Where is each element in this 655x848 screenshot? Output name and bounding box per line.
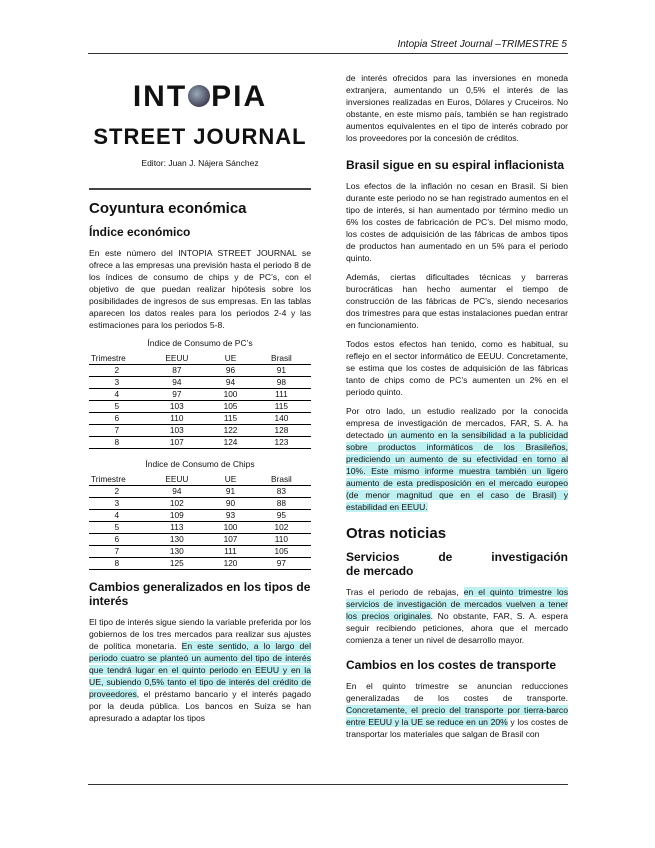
brasil-title: Brasil sigue en su espiral inflacionista [346, 158, 565, 172]
header-rule [88, 53, 568, 54]
table-cell: 107 [145, 437, 210, 449]
logo-text-left: INT [132, 80, 188, 113]
table-cell: 123 [252, 437, 311, 449]
table-cell: 103 [145, 401, 210, 413]
table-header-cell: EEUU [145, 473, 210, 486]
continued-paragraph: de interés ofrecidos para las inversiones en moneda extranjera, aumentando un 0,5% el interés de las inversiones realizadas en Euros, Dólares y Cruceiros. No obstante, en este mismo país, también se han registrado aumentos equivalentes en el tipo de interés cobrado por los proveedores por la concesión de créditos. [346, 73, 568, 143]
table-cell: 8 [89, 437, 145, 449]
table-row [89, 425, 311, 437]
table-pc [89, 352, 311, 449]
intopia-logo [89, 80, 311, 114]
table-cell: 111 [252, 389, 311, 401]
tipos-highlight: En este sentido, a lo largo del periodo cuatro se planteó un aumento del tipo de interés que tendrá lugar en el quinto periodo en EEUU y en la UE, subiendo 0,5% tanto el tipo de interés del crédito de proveedores [89, 641, 311, 699]
table-cell: 8 [89, 558, 145, 570]
otras-title: Otras noticias [346, 525, 447, 542]
table-cell: 107 [209, 534, 252, 546]
table-cell: 109 [145, 510, 210, 522]
table-cell: 120 [209, 558, 252, 570]
masthead-rule [89, 188, 311, 190]
table-cell: 3 [89, 498, 145, 510]
table-cell: 97 [145, 389, 210, 401]
table-row [89, 401, 311, 413]
running-header: Intopia Street Journal –TRIMESTRE 5 [397, 39, 567, 50]
tipos-text-2: , el préstamo bancario y el interés pagado por la deuda pública. Los bancos en Suiza se han apresurado a adaptar los tipos [89, 689, 311, 723]
table-cell: 115 [209, 413, 252, 425]
table-header-cell: Trimestre [89, 352, 145, 365]
tipos-text-1: El tipo de interés sigue siendo la variable preferida por los gobiernos de los tres mercados para realizar sus ajustes de política monetaria. [89, 617, 311, 651]
table-cell: 7 [89, 546, 145, 558]
table-cell: 115 [252, 401, 311, 413]
table-cell: 110 [145, 413, 210, 425]
table-header-cell: EEUU [145, 352, 210, 365]
table-cell: 2 [89, 365, 145, 377]
table-cell: 3 [89, 377, 145, 389]
table-cell: 102 [252, 522, 311, 534]
table-chips [89, 473, 311, 570]
masthead [89, 80, 311, 168]
editor-line: Editor: Juan J. Nájera Sánchez [141, 158, 259, 168]
table-row [89, 510, 311, 522]
brasil-paragraph-3: Todos estos efectos han tenido, como es habitual, su reflejo en el sector informático de EEUU. Concretamente, se estima que los costes de adquisición de las fábricas tanto de chips como de PC’s aumenten un 2% en el periodo quinto. [346, 339, 568, 397]
right-column [346, 72, 568, 747]
table-cell: 83 [252, 486, 311, 498]
servicios-title-line1: Servicios de investigación [346, 550, 568, 564]
table-row [89, 377, 311, 389]
globe-icon [188, 85, 210, 107]
table-cell: 5 [89, 522, 145, 534]
table-cell: 105 [252, 546, 311, 558]
table-cell: 113 [145, 522, 210, 534]
table-pc-caption: Índice de Consumo de PC’s [147, 338, 253, 348]
costes-title: Cambios en los costes de transporte [346, 658, 557, 672]
servicios-highlight: en el quinto trimestre los servicios de investigación de mercados vuelven a tener los precios originales [346, 587, 569, 621]
table-cell: 97 [252, 558, 311, 570]
table-row [89, 558, 311, 570]
tipos-paragraph [89, 616, 311, 724]
table-header-cell: UE [209, 352, 252, 365]
tipos-title: Cambios generalizados en los tipos de interés [89, 580, 311, 608]
costes-paragraph [346, 680, 568, 740]
brasil-text-4a: Por otro lado, un estudio realizado por la conocida empresa de investigación de mercados, FAR, S. A. ha detectado [346, 406, 568, 440]
costes-highlight: Concretamente, el precio del transporte por tierra-barco entre EEUU y la UE se reduce en un 20% [346, 705, 568, 727]
table-cell: 6 [89, 534, 145, 546]
table-cell: 96 [209, 365, 252, 377]
costes-text-a: En el quinto trimestre se anuncian reducciones generalizadas de los costes de transporte. [346, 681, 568, 703]
table-row [89, 546, 311, 558]
journal-title: STREET JOURNAL [93, 124, 307, 149]
table-cell: 90 [209, 498, 252, 510]
logo-text-right: PIA [211, 80, 268, 113]
table-cell: 2 [89, 486, 145, 498]
section-title: Coyuntura económica [89, 200, 247, 217]
table-cell: 105 [209, 401, 252, 413]
table-cell: 95 [252, 510, 311, 522]
table-cell: 5 [89, 401, 145, 413]
table-cell: 7 [89, 425, 145, 437]
table-cell: 130 [145, 534, 210, 546]
table-row [89, 437, 311, 449]
table-cell: 124 [209, 437, 252, 449]
left-column [89, 72, 311, 731]
table-cell: 94 [145, 377, 210, 389]
table-row [89, 389, 311, 401]
table-cell: 110 [252, 534, 311, 546]
table-cell: 100 [209, 522, 252, 534]
table-cell: 87 [145, 365, 210, 377]
table-cell: 122 [209, 425, 252, 437]
table-cell: 125 [145, 558, 210, 570]
table-cell: 91 [252, 365, 311, 377]
table-cell: 102 [145, 498, 210, 510]
table-cell: 103 [145, 425, 210, 437]
table-cell: 94 [209, 377, 252, 389]
table-cell: 93 [209, 510, 252, 522]
table-row [89, 498, 311, 510]
costes-text-b: y los costes de transportar los materiales que salgan de Brasil con [346, 717, 569, 739]
table-header-cell: UE [209, 473, 252, 486]
servicios-text-b: . No obstante, FAR, S. A. espera seguir recibiendo peticiones, ahora que el mercado comienza a tener un nivel de desarrollo mayor. [346, 611, 568, 645]
table-row [89, 413, 311, 425]
table-header-cell: Trimestre [89, 473, 145, 486]
table-cell: 130 [145, 546, 210, 558]
table-cell: 4 [89, 510, 145, 522]
servicios-title-line2: de mercado [346, 564, 414, 578]
table-row [89, 486, 311, 498]
table-cell: 111 [209, 546, 252, 558]
servicios-text-a: Tras el periodo de rebajas, [346, 587, 464, 597]
brasil-paragraph-2: Además, ciertas dificultades técnicas y barreras burocráticas han hecho aumentar el tiempo de construcción de las fábricas de PC’s, siendo necesarios dos trimestres para que estas instalaciones puedan entrar en funcionamiento. [346, 272, 568, 330]
table-row [89, 522, 311, 534]
table-cell: 6 [89, 413, 145, 425]
table-cell: 94 [145, 486, 210, 498]
table-cell: 140 [252, 413, 311, 425]
brasil-highlight: un aumento en la sensibilidad a la publicidad sobre productos informáticos de los Brasileños, prediciendo un aumento de su efectividad en torno al 10%. Este mismo informe muestra también un ligero aumento de esta predisposición en el mercado europeo (de menor magnitud que en el caso de Brasil) y estabilidad en EEUU. [346, 430, 569, 512]
brasil-paragraph-1: Los efectos de la inflación no cesan en Brasil. Si bien durante este periodo no se han registrado aumentos en el tipo de interés, si han aumentado por término medio un 6% los costes de fabricación de PC’s. Del mismo modo, los costes de adquisición de las fábricas de ambos tipos de productos han aumentado en un 5% para el periodo quinto. [346, 181, 568, 263]
table-cell: 4 [89, 389, 145, 401]
table-cell: 128 [252, 425, 311, 437]
table-cell: 100 [209, 389, 252, 401]
brasil-paragraph-4 [346, 405, 568, 513]
indice-paragraph: En este número del INTOPIA STREET JOURNAL se ofrece a las empresas una previsión hasta el periodo 8 de los índices de consumo de chips y de PC’s, con el objetivo de que puedan realizar hipótesis sobre los posibilidades de ingresos de sus empresas. En las tablas aparecen los datos reales para los periodos 2-4 y las estimaciones para los periodos 5-8. [89, 248, 311, 330]
indice-title: Índice económico [89, 225, 191, 239]
table-chips-caption: Índice de Consumo de Chips [145, 459, 255, 469]
servicios-paragraph [346, 586, 568, 646]
table-header-cell: Brasil [252, 473, 311, 486]
table-cell: 91 [209, 486, 252, 498]
table-header-cell: Brasil [252, 352, 311, 365]
table-cell: 88 [252, 498, 311, 510]
table-row [89, 534, 311, 546]
table-row [89, 365, 311, 377]
table-cell: 98 [252, 377, 311, 389]
footer-rule [88, 784, 568, 785]
